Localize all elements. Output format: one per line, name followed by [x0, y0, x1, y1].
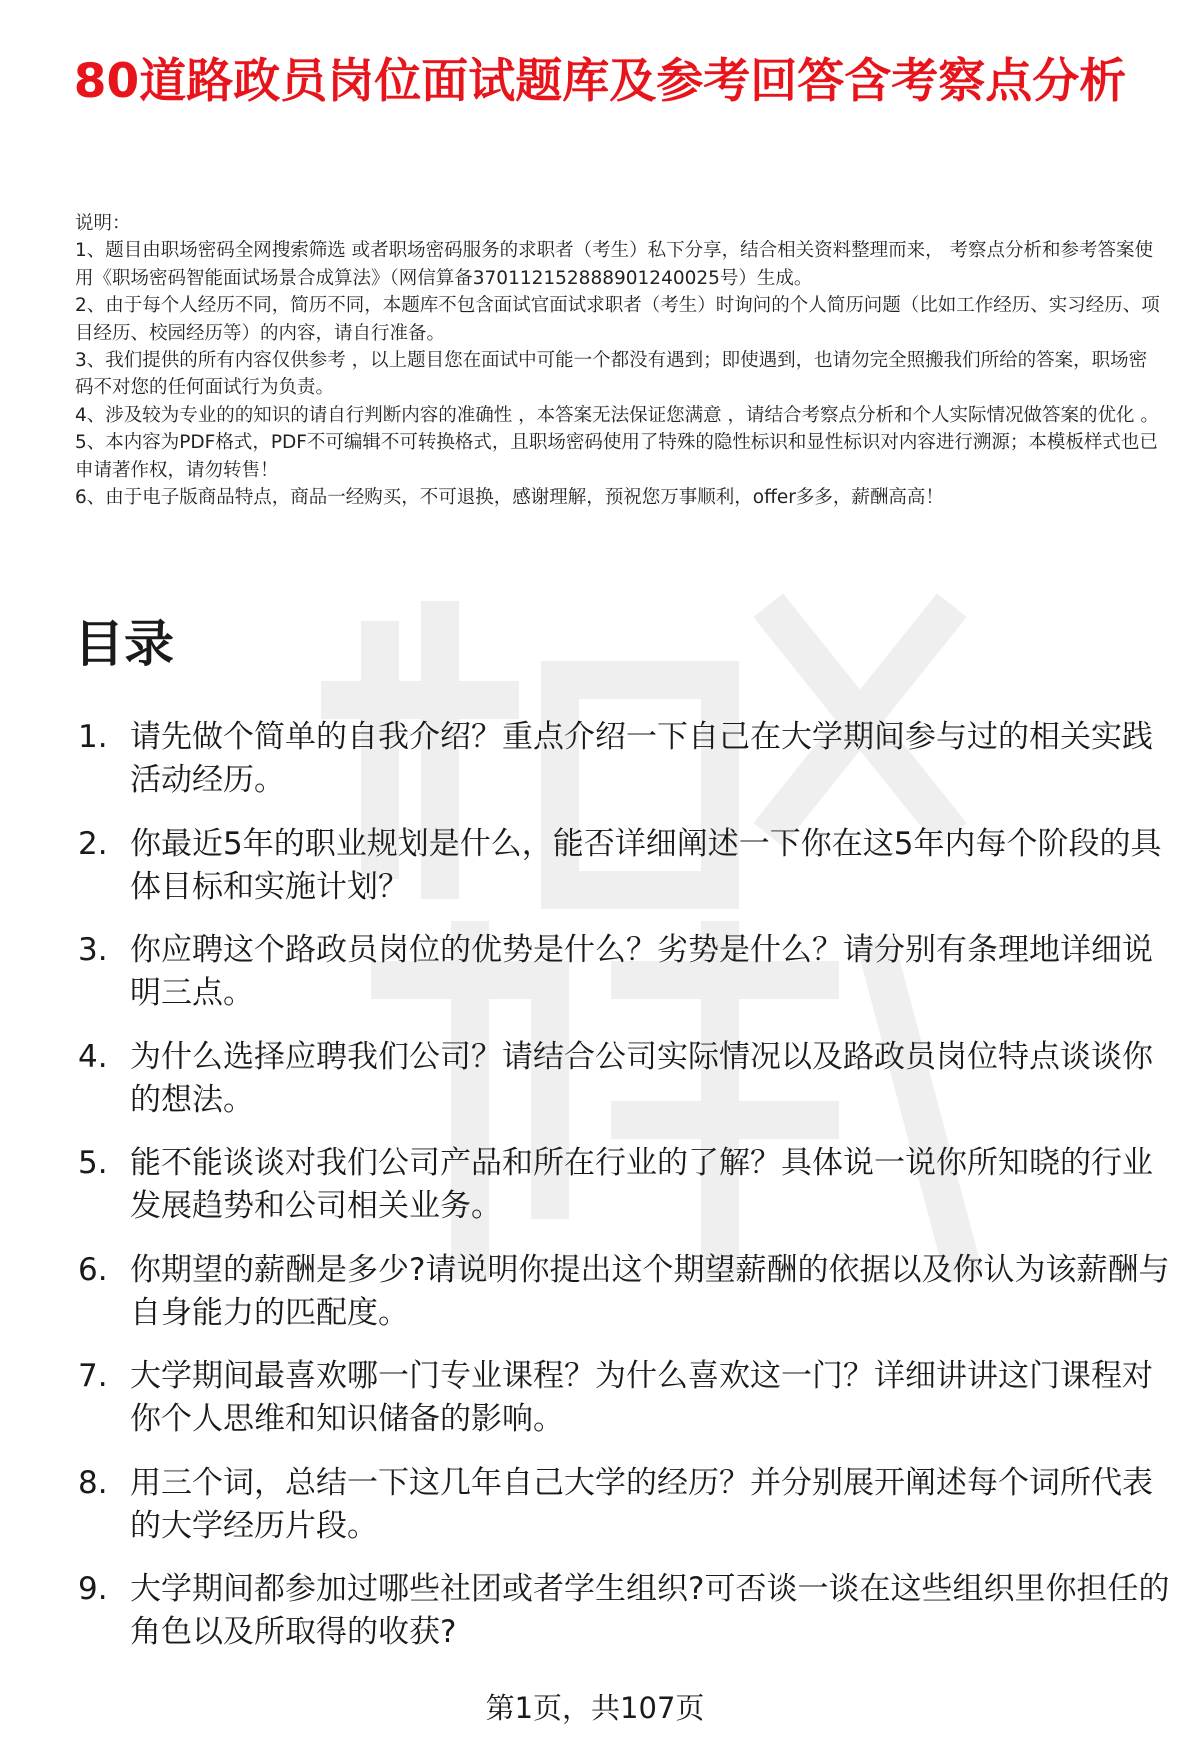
toc-item[interactable] — [78, 929, 1173, 1036]
toc-item[interactable] — [78, 1036, 1173, 1143]
toc-item-number: 2. — [78, 825, 108, 862]
toc-item-text: 你期望的薪酬是多少?请说明你提出这个期望薪酬的依据以及你认为该薪酬与自身能力的匹配度。 — [130, 1251, 1170, 1331]
note-item: 3、我们提供的所有内容仅供参考 ，以上题目您在面试中可能一个都没有遇到；即使遇到，也请勿完全照搬我们所给的答案，职场密码不对您的任何面试行为负责。 — [75, 350, 1148, 399]
toc-item-text: 能不能谈谈对我们公司产品和所在行业的了解？具体说一说你所知晓的行业发展趋势和公司相关业务。 — [130, 1145, 1153, 1224]
toc-item[interactable] — [78, 1462, 1173, 1569]
toc-item[interactable] — [78, 1355, 1173, 1462]
toc-item-text: 你应聘这个路政员岗位的优势是什么？劣势是什么？请分别有条理地详细说明三点。 — [130, 932, 1153, 1011]
toc-item-text: 大学期间最喜欢哪一门专业课程？为什么喜欢这一门？详细讲讲这门课程对你个人思维和知识储备的影响。 — [130, 1358, 1153, 1437]
toc-item-number: 7. — [78, 1358, 108, 1394]
toc-item-text: 你最近5年的职业规划是什么，能否详细阐述一下你在这5年内每个阶段的具体目标和实施计划？ — [130, 825, 1162, 905]
toc-item-number: 5. — [78, 1145, 108, 1181]
note-item: 5、本内容为PDF格式，PDF不可编辑不可转换格式，且职场密码使用了特殊的隐性标识和显性标识对内容进行溯源；本模板样式也已申请著作权，请勿转售！ — [75, 432, 1158, 481]
toc-item[interactable] — [78, 1568, 1173, 1675]
toc-item-number: 8. — [78, 1464, 108, 1501]
toc-list — [78, 716, 1173, 1675]
page-title: 80道路政员岗位面试题库及参考回答含考察点分析 — [73, 54, 1127, 109]
disclaimer-notes — [75, 210, 1165, 511]
toc-item[interactable] — [78, 1142, 1173, 1249]
note-item: 6、由于电子版商品特点，商品一经购买，不可退换，感谢理解，预祝您万事顺利，offer多多，薪酬高高！ — [75, 487, 944, 509]
toc-item-number: 6. — [78, 1251, 108, 1288]
toc-item-number: 9. — [78, 1571, 108, 1607]
page-footer: 第1页，共107页 — [485, 1691, 705, 1725]
toc-item-text: 请先做个简单的自我介绍？重点介绍一下自己在大学期间参与过的相关实践活动经历。 — [130, 719, 1153, 798]
toc-item-text: 为什么选择应聘我们公司？请结合公司实际情况以及路政员岗位特点谈谈你的想法。 — [130, 1038, 1153, 1118]
note-item: 4、涉及较为专业的的知识的请自行判断内容的准确性 ，本答案无法保证您满意 ，请结合考察点分析和个人实际情况做答案的优化 。 — [75, 404, 1159, 426]
toc-item[interactable] — [78, 716, 1173, 823]
toc-item-number: 3. — [78, 932, 108, 968]
toc-item[interactable] — [78, 1249, 1173, 1356]
toc-item-text: 大学期间都参加过哪些社团或者学生组织?可否谈一谈在这些组织里你担任的角色以及所取得的收获? — [130, 1571, 1170, 1650]
toc-item-text: 用三个词，总结一下这几年自己大学的经历？并分别展开阐述每个词所代表的大学经历片段。 — [130, 1464, 1153, 1544]
note-item: 2、由于每个人经历不同，简历不同，本题库不包含面试官面试求职者（考生）时询问的个人简历问题（比如工作经历、实习经历、项目经历、校园经历等）的内容，请自行准备。 — [75, 295, 1160, 344]
toc-item-number: 1. — [78, 719, 108, 755]
toc-item-number: 4. — [78, 1038, 108, 1075]
toc-heading: 目录 — [74, 615, 174, 673]
note-item: 1、题目由职场密码全网搜索筛选 或者职场密码服务的求职者（考生）私下分享，结合相关资料整理而来， 考察点分析和参考答案使用《职场密码智能面试场景合成算法》（网信算备370112152888901240025号）生成。 — [75, 240, 1154, 289]
toc-item[interactable] — [78, 823, 1173, 930]
notes-heading: 说明： — [75, 213, 131, 234]
